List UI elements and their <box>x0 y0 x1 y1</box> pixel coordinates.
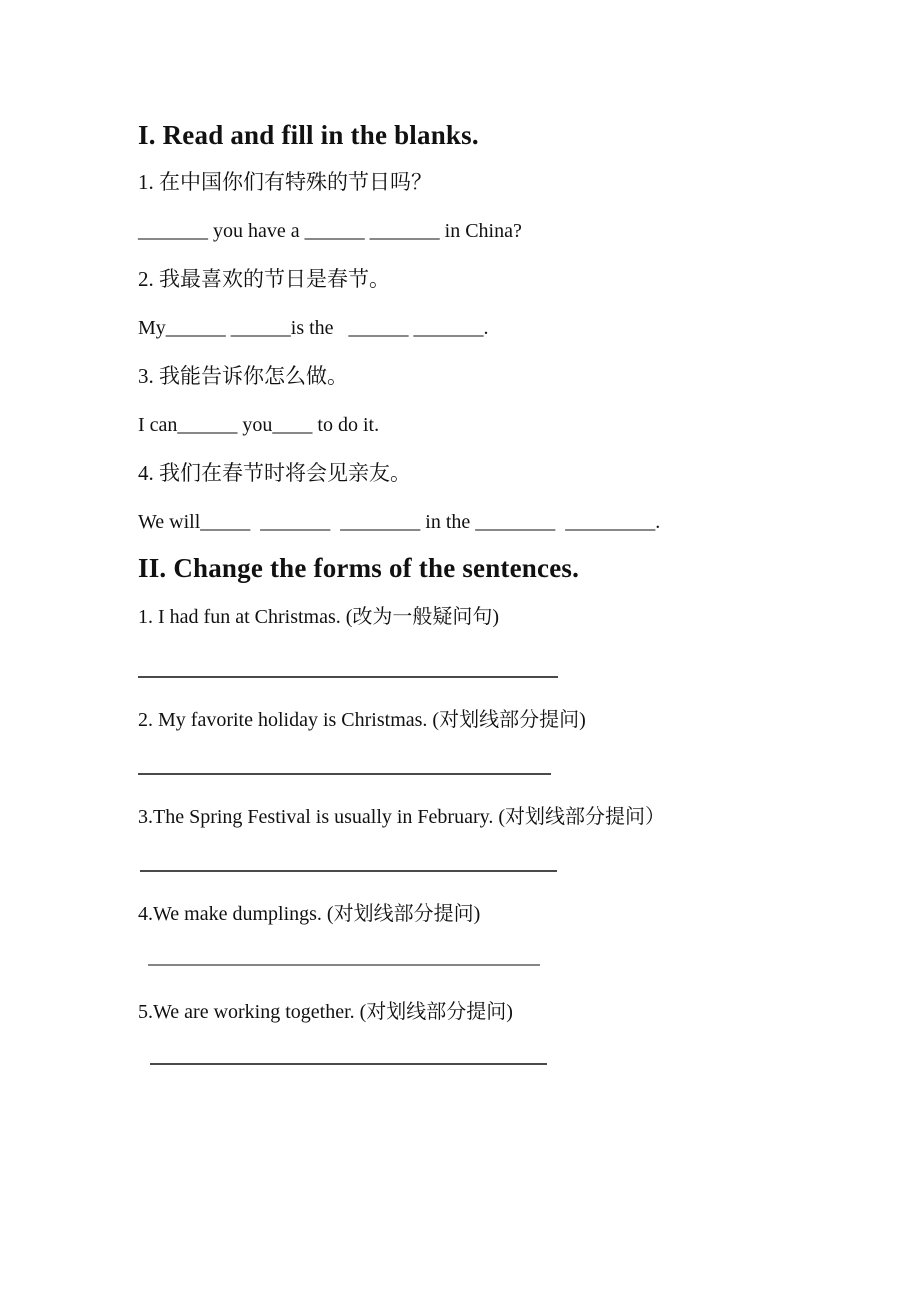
s1-q3-chinese: 3. 我能告诉你怎么做。 <box>138 364 348 388</box>
s2-q5-answer-line[interactable] <box>150 1063 547 1065</box>
s1-q2-chinese: 2. 我最喜欢的节日是春节。 <box>138 267 390 291</box>
s2-q1-prompt: 1. I had fun at Christmas. (改为一般疑问句) <box>138 606 500 628</box>
s2-q3-answer-line[interactable] <box>140 870 557 872</box>
s1-q4-chinese: 4. 我们在春节时将会见亲友。 <box>138 461 411 485</box>
s2-q4-answer-line[interactable] <box>148 964 540 966</box>
s1-q2-english-blanks: My______ ______is the ______ _______. <box>138 317 489 339</box>
s2-q2-prompt: 2. My favorite holiday is Christmas. (对划线部分提问) <box>138 709 586 731</box>
s2-q2-answer-line[interactable] <box>138 773 551 775</box>
s1-q1-chinese: 1. 在中国你们有特殊的节日吗？ <box>138 170 432 194</box>
section1-title: I. Read and fill in the blanks. <box>138 120 479 150</box>
s2-q5-prompt: 5.We are working together. (对划线部分提问) <box>138 1001 513 1023</box>
s2-q3-prompt: 3.The Spring Festival is usually in February. (对划线部分提问） <box>138 806 665 828</box>
s1-q3-english-blanks: I can______ you____ to do it. <box>138 414 380 436</box>
s2-q1-answer-line[interactable] <box>138 676 558 678</box>
s1-q4-english-blanks: We will_____ _______ ________ in the ________ _________. <box>138 511 661 533</box>
s2-q4-prompt: 4.We make dumplings. (对划线部分提问) <box>138 903 481 925</box>
s1-q1-english-blanks: _______ you have a ______ _______ in China? <box>138 220 522 242</box>
section2-title: II. Change the forms of the sentences. <box>138 553 580 583</box>
